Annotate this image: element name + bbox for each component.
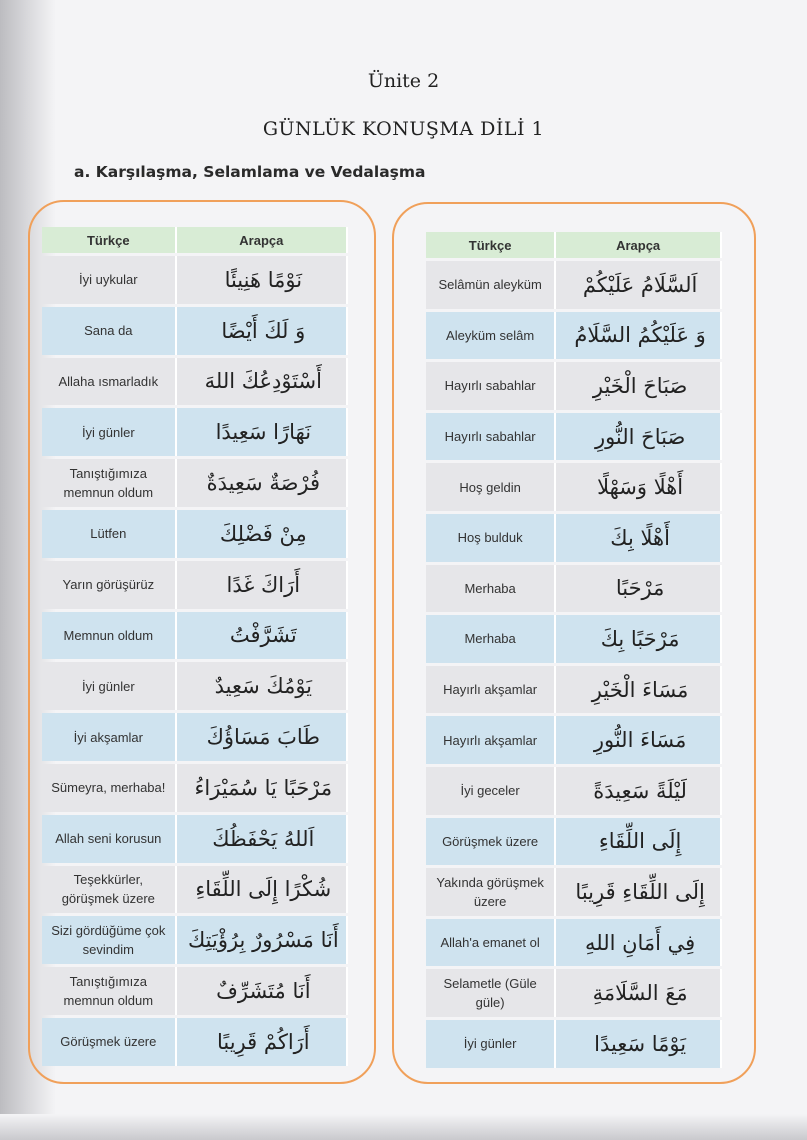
vocab-row	[426, 463, 722, 511]
arabic-phrase: يَوْمًا سَعِيدًا	[556, 1020, 722, 1068]
turkish-phrase: Sümeyra, merhaba!	[42, 764, 177, 812]
vocab-row	[42, 713, 348, 761]
turkish-phrase: Hoş geldin	[426, 463, 556, 511]
arabic-phrase: صَبَاحَ الْخَيْرِ	[556, 362, 722, 410]
arabic-phrase: إِلَى اللِّقَاءِ قَرِيبًا	[556, 868, 722, 916]
arabic-phrase: نَوْمًا هَنِيئًا	[177, 256, 348, 304]
turkish-phrase: İyi günler	[426, 1020, 556, 1068]
turkish-phrase: İyi uykular	[42, 256, 177, 304]
turkish-phrase: Yakında görüşmek üzere	[426, 868, 556, 916]
vocab-row	[426, 919, 722, 967]
vocab-row	[426, 413, 722, 461]
turkish-phrase: Teşekkürler, görüşmek üzere	[42, 866, 177, 914]
arabic-phrase: اَللهُ يَحْفَظُكَ	[177, 815, 348, 863]
vocab-row	[42, 459, 348, 507]
turkish-phrase: Allaha ısmarladık	[42, 358, 177, 406]
turkish-phrase: Lütfen	[42, 510, 177, 558]
arabic-phrase: مِنْ فَضْلِكَ	[177, 510, 348, 558]
turkish-phrase: Selametle (Güle güle)	[426, 969, 556, 1017]
turkish-phrase: İyi günler	[42, 408, 177, 456]
arabic-phrase: طَابَ مَسَاؤُكَ	[177, 713, 348, 761]
arabic-phrase: تَشَرَّفْتُ	[177, 612, 348, 660]
arabic-phrase: أَهْلًا وَسَهْلًا	[556, 463, 722, 511]
vocab-row	[426, 261, 722, 309]
vocab-row	[42, 815, 348, 863]
turkish-phrase: Merhaba	[426, 615, 556, 663]
vocab-row	[426, 969, 722, 1017]
turkish-phrase: Allah'a emanet ol	[426, 919, 556, 967]
vocab-row	[42, 1018, 348, 1066]
turkish-phrase: Sana da	[42, 307, 177, 355]
turkish-phrase: Aleyküm selâm	[426, 312, 556, 360]
vocab-row	[426, 716, 722, 764]
vocab-row	[42, 510, 348, 558]
arabic-phrase: فِي أَمَانِ اللهِ	[556, 919, 722, 967]
arabic-phrase: أَنَا مَسْرُورٌ بِرُؤْيَتِكَ	[177, 916, 348, 964]
arabic-phrase: أَرَاكَ غَدًا	[177, 561, 348, 609]
page-title: GÜNLÜK KONUŞMA DİLİ 1	[262, 118, 545, 140]
vocab-row	[426, 1020, 722, 1068]
vocab-row	[42, 307, 348, 355]
vocab-row	[426, 868, 722, 916]
arabic-phrase: لَيْلَةً سَعِيدَةً	[556, 767, 722, 815]
vocab-row	[42, 916, 348, 964]
section-heading: a. Karşılaşma, Selamlama ve Vedalaşma	[74, 163, 426, 181]
arabic-phrase: مَرْحَبًا	[556, 565, 722, 613]
vocab-row	[426, 312, 722, 360]
vocab-row	[42, 358, 348, 406]
arabic-phrase: وَ لَكَ أَيْضًا	[177, 307, 348, 355]
turkish-phrase: İyi akşamlar	[42, 713, 177, 761]
vocab-row	[426, 818, 722, 866]
arabic-phrase: إِلَى اللِّقَاءِ	[556, 818, 722, 866]
arabic-phrase: أَرَاكُمْ قَرِيبًا	[177, 1018, 348, 1066]
header-turkish: Türkçe	[426, 232, 556, 258]
arabic-phrase: فُرْصَةٌ سَعِيدَةٌ	[177, 459, 348, 507]
turkish-phrase: Sizi gördüğüme çok sevindim	[42, 916, 177, 964]
turkish-phrase: Tanıştığımıza memnun oldum	[42, 967, 177, 1015]
arabic-phrase: يَوْمُكَ سَعِيدٌ	[177, 662, 348, 710]
right-vocab-body	[426, 261, 722, 1068]
turkish-phrase: Allah seni korusun	[42, 815, 177, 863]
vocab-row	[426, 767, 722, 815]
turkish-phrase: Hayırlı sabahlar	[426, 362, 556, 410]
arabic-phrase: مَرْحَبًا يَا سُمَيْرَاءُ	[177, 764, 348, 812]
arabic-phrase: مَسَاءَ الْخَيْرِ	[556, 666, 722, 714]
vocab-row	[42, 662, 348, 710]
turkish-phrase: Görüşmek üzere	[42, 1018, 177, 1066]
vocab-row	[42, 764, 348, 812]
turkish-phrase: Selâmün aleyküm	[426, 261, 556, 309]
vocab-row	[42, 256, 348, 304]
arabic-phrase: أَهْلًا بِكَ	[556, 514, 722, 562]
arabic-phrase: اَلسَّلَامُ عَلَيْكُمْ	[556, 261, 722, 309]
arabic-phrase: مَعَ السَّلَامَةِ	[556, 969, 722, 1017]
vocab-row	[42, 408, 348, 456]
left-vocab-panel	[28, 200, 376, 1084]
right-vocab-table	[426, 229, 722, 1071]
turkish-phrase: Görüşmek üzere	[426, 818, 556, 866]
vocab-row	[42, 612, 348, 660]
vocab-row	[426, 514, 722, 562]
arabic-phrase: أَنَا مُتَشَرِّفٌ	[177, 967, 348, 1015]
turkish-phrase: Memnun oldum	[42, 612, 177, 660]
arabic-phrase: أَسْتَوْدِعُكَ اللهَ	[177, 358, 348, 406]
unit-title: Ünite 2	[367, 70, 440, 92]
arabic-phrase: وَ عَلَيْكُمُ السَّلَامُ	[556, 312, 722, 360]
turkish-phrase: Hoş bulduk	[426, 514, 556, 562]
left-vocab-body	[42, 256, 348, 1066]
turkish-phrase: İyi günler	[42, 662, 177, 710]
vocab-row	[42, 866, 348, 914]
right-vocab-panel	[392, 202, 756, 1084]
page-bottom-shadow	[0, 1114, 807, 1140]
vocab-row	[426, 565, 722, 613]
arabic-phrase: مَرْحَبًا بِكَ	[556, 615, 722, 663]
turkish-phrase: Hayırlı akşamlar	[426, 716, 556, 764]
turkish-phrase: Merhaba	[426, 565, 556, 613]
header-arabic: Arapça	[556, 232, 722, 258]
arabic-phrase: مَسَاءَ النُّورِ	[556, 716, 722, 764]
header-arabic: Arapça	[177, 227, 348, 253]
turkish-phrase: İyi geceler	[426, 767, 556, 815]
vocab-row	[426, 362, 722, 410]
header-turkish: Türkçe	[42, 227, 177, 253]
vocab-row	[426, 615, 722, 663]
turkish-phrase: Tanıştığımıza memnun oldum	[42, 459, 177, 507]
turkish-phrase: Hayırlı akşamlar	[426, 666, 556, 714]
turkish-phrase: Yarın görüşürüz	[42, 561, 177, 609]
left-vocab-table	[42, 224, 348, 1069]
arabic-phrase: صَبَاحَ النُّورِ	[556, 413, 722, 461]
turkish-phrase: Hayırlı sabahlar	[426, 413, 556, 461]
vocab-row	[426, 666, 722, 714]
arabic-phrase: نَهَارًا سَعِيدًا	[177, 408, 348, 456]
vocab-row	[42, 561, 348, 609]
arabic-phrase: شُكْرًا إِلَى اللِّقَاءِ	[177, 866, 348, 914]
vocab-row	[42, 967, 348, 1015]
